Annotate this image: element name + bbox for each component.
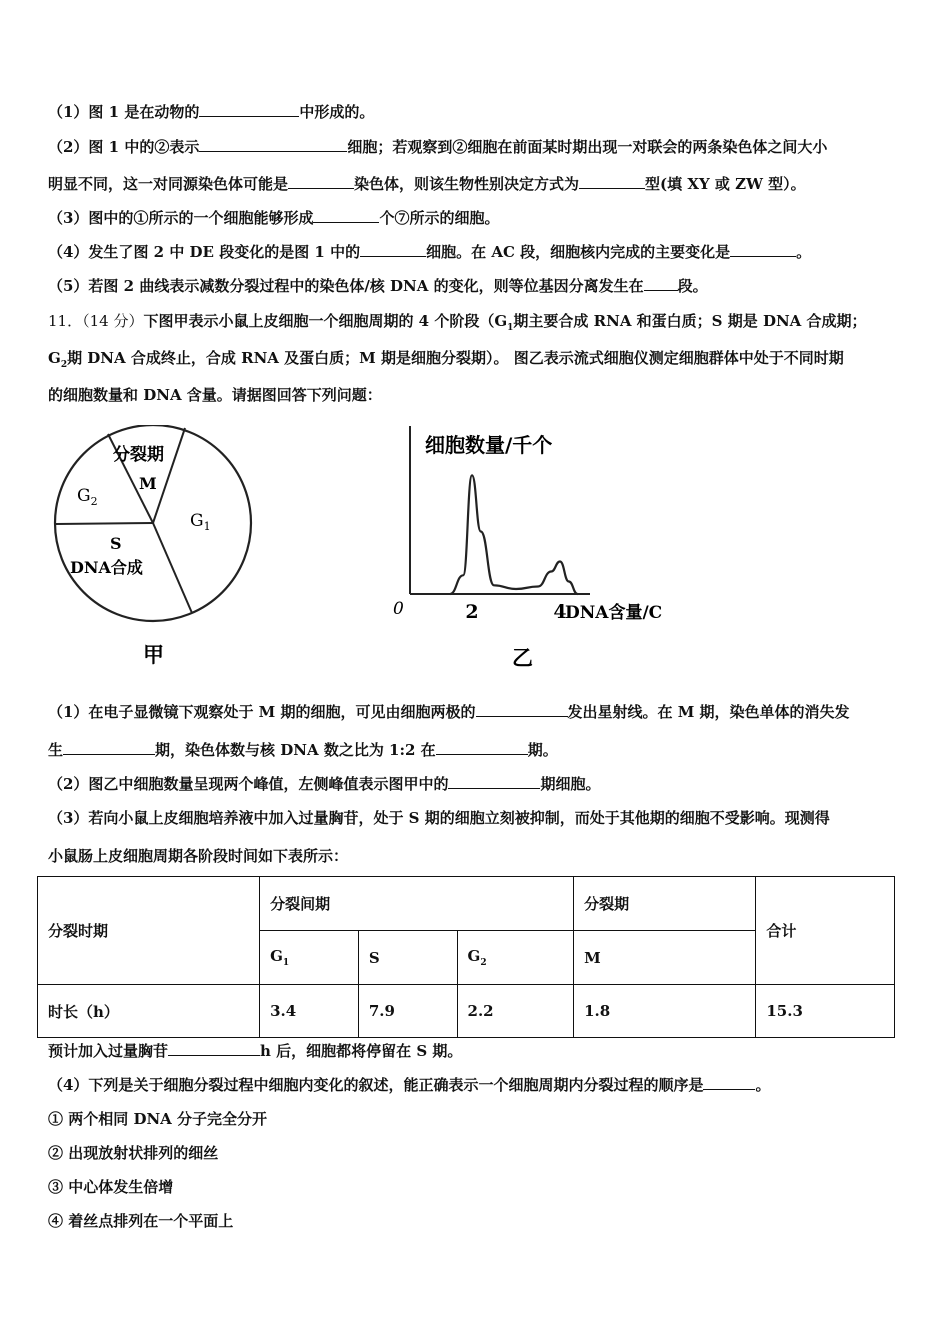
label-m: M bbox=[139, 474, 157, 493]
label-s: S bbox=[110, 534, 122, 553]
cell-cycle-table bbox=[37, 876, 895, 1038]
answer-blank[interactable] bbox=[63, 740, 155, 755]
table-header-g2: $G_2$ bbox=[457, 931, 574, 985]
table-header-total: 合计 bbox=[756, 877, 895, 985]
table-cell-g2: 2.2 bbox=[457, 985, 574, 1038]
table-header-mitosis: 分裂期 bbox=[574, 877, 756, 931]
q10-4: （4）发生了图 2 中 DE 段变化的是图 1 中的 细胞。在 AC 段，细胞核内完成的主要变化是 。 bbox=[48, 243, 812, 261]
option-2: ② 出现放射状排列的细丝 bbox=[48, 1144, 219, 1162]
label-g2: $G_2$ bbox=[77, 486, 98, 508]
table-cell-g1: 3.4 bbox=[260, 985, 359, 1038]
answer-blank[interactable] bbox=[360, 242, 426, 257]
table-row-label: 时长（h） bbox=[38, 985, 260, 1038]
answer-blank[interactable] bbox=[730, 242, 796, 257]
caption-jia: 甲 bbox=[143, 642, 164, 667]
divider-s-g1 bbox=[153, 523, 192, 613]
answer-blank[interactable] bbox=[476, 702, 568, 717]
table-cell-s: 7.9 bbox=[358, 985, 457, 1038]
q10-1: （1）图 1 是在动物的 中形成的。 bbox=[48, 103, 375, 121]
q11-1a: （1）在电子显微镜下观察处于 M 期的细胞，可见由细胞两极的 发出星射线。在 M 期，染色单体的消失发 bbox=[48, 703, 850, 721]
answer-blank[interactable] bbox=[168, 1041, 260, 1056]
answer-blank[interactable] bbox=[703, 1075, 755, 1090]
divider-m-g1 bbox=[153, 428, 185, 523]
label-dna-synthesis: DNA合成 bbox=[70, 558, 143, 577]
answer-blank[interactable] bbox=[313, 208, 379, 223]
figure-jia bbox=[40, 425, 270, 670]
q11-3b: 小鼠肠上皮细胞周期各阶段时间如下表所示： bbox=[48, 847, 349, 865]
option-1: ① 两个相同 DNA 分子完全分开 bbox=[48, 1110, 268, 1128]
table-header-g1: $G_1$ bbox=[260, 931, 359, 985]
divider-g2-s bbox=[56, 523, 153, 524]
q10-2-cont: 明显不同，这一对同源染色体可能是 染色体，则该生物性别决定方式为 型(填 XY 或 ZW 型）。 bbox=[48, 175, 806, 193]
q11-2: （2）图乙中细胞数量呈现两个峰值，左侧峰值表示图甲中的 期细胞。 bbox=[48, 775, 601, 793]
table-row bbox=[38, 985, 895, 1038]
answer-blank[interactable] bbox=[644, 276, 678, 291]
y-axis-label: 细胞数量/千个 bbox=[425, 433, 553, 457]
origin-label: 0 bbox=[393, 599, 404, 619]
caption-yi: 乙 bbox=[512, 645, 533, 670]
q10-2: （2）图 1 中的②表示 细胞；若观察到②细胞在前面某时期出现一对联会的两条染色体之间大小 bbox=[48, 138, 828, 156]
q11-3-after: 预计加入过量胸苷 h 后，细胞都将停留在 S 期。 bbox=[48, 1042, 463, 1060]
answer-blank[interactable] bbox=[199, 102, 299, 117]
answer-blank[interactable] bbox=[579, 174, 645, 189]
answer-blank[interactable] bbox=[288, 174, 354, 189]
label-division-phase: 分裂期 bbox=[113, 445, 164, 465]
label-g1: $G_1$ bbox=[190, 511, 211, 533]
q10-5: （5）若图 2 曲线表示减数分裂过程中的染色体/核 DNA 的变化，则等位基因分离发生在 段。 bbox=[48, 277, 708, 295]
q10-3: （3）图中的①所示的一个细胞能够形成 个⑦所示的细胞。 bbox=[48, 209, 500, 227]
x-tick-4: 4 bbox=[553, 601, 567, 623]
dna-distribution-curve bbox=[450, 475, 578, 594]
table-header-interphase: 分裂间期 bbox=[260, 877, 574, 931]
option-3: ③ 中心体发生倍增 bbox=[48, 1178, 174, 1196]
table-cell-m: 1.8 bbox=[574, 985, 756, 1038]
figure-yi bbox=[385, 418, 705, 673]
table-header-phase: 分裂时期 bbox=[38, 877, 260, 985]
table-header-s: S bbox=[358, 931, 457, 985]
q11-4: （4）下列是关于细胞分裂过程中细胞内变化的叙述，能正确表示一个细胞周期内分裂过程的顺序是 。 bbox=[48, 1076, 771, 1094]
option-4: ④ 着丝点排列在一个平面上 bbox=[48, 1212, 234, 1230]
answer-blank[interactable] bbox=[199, 137, 347, 152]
q11-3a: （3）若向小鼠上皮细胞培养液中加入过量胸苷，处于 S 期的细胞立刻被抑制，而处于其他期的细胞不受影响。现测得 bbox=[48, 809, 830, 827]
answer-blank[interactable] bbox=[436, 740, 528, 755]
x-tick-2: 2 bbox=[465, 601, 479, 623]
table-header-m: M bbox=[574, 931, 756, 985]
q11-intro-2: $G_2$期 DNA 合成终止，合成 RNA 及蛋白质；M 期是细胞分裂期）。 图乙表示流式细胞仪测定细胞群体中处于不同时期 bbox=[48, 349, 844, 370]
q11-intro-3: 的细胞数量和 DNA 含量。请据图回答下列问题： bbox=[48, 386, 382, 404]
table-cell-total: 15.3 bbox=[756, 985, 895, 1038]
x-axis-label: DNA含量/C bbox=[565, 603, 663, 623]
q11-1b: 生 期，染色体数与核 DNA 数之比为 1:2 在 期。 bbox=[48, 741, 558, 759]
answer-blank[interactable] bbox=[448, 774, 540, 789]
q11-intro-1: 11．（14 分）下图甲表示小鼠上皮细胞一个细胞周期的 4 个阶段（$G_1$期主要合成 RNA 和蛋白质；S 期是 DNA 合成期； bbox=[48, 312, 867, 333]
